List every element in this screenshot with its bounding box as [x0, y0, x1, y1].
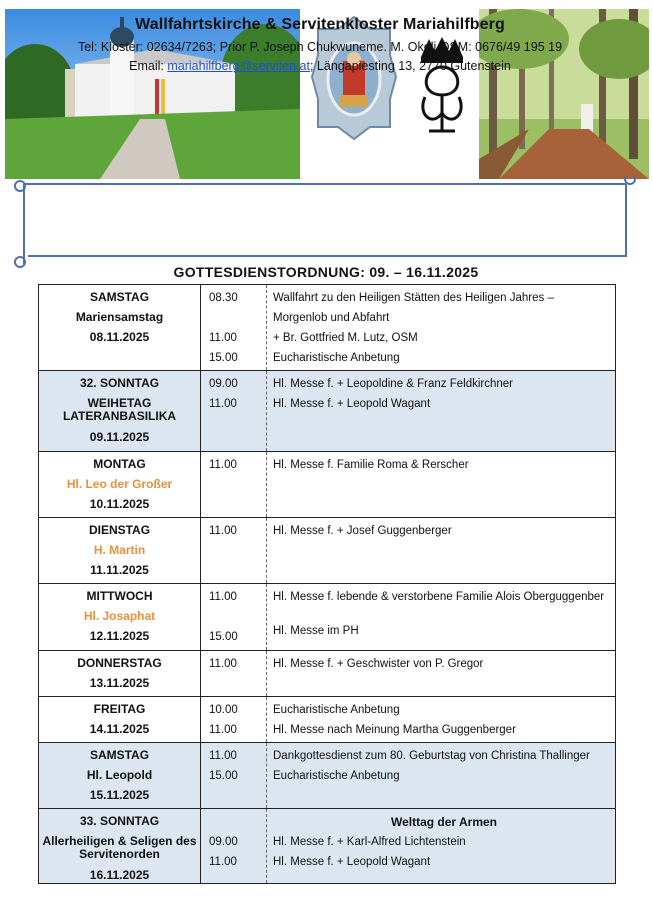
time: 11.00 [209, 459, 237, 471]
table-row [39, 651, 615, 697]
day-cell [39, 452, 201, 517]
day-date: 15.11.2025 [89, 788, 150, 802]
day-feast: WEIHETAG LATERANBASILIKA [62, 396, 177, 423]
time: 15.00 [209, 631, 238, 643]
time: 11.00 [209, 856, 237, 868]
header-photo-strip [5, 9, 650, 179]
day-date: 08.11.2025 [89, 330, 150, 344]
entry: Hl. Messe f. + Josef Guggenberger [273, 525, 452, 537]
entry-cell [267, 651, 615, 696]
day-date: 13.11.2025 [89, 676, 150, 690]
day-cell [39, 371, 201, 451]
time: 09.00 [209, 836, 238, 848]
table-row [39, 809, 615, 884]
time-cell [201, 809, 267, 883]
entry: Hl. Messe f. + Leopold Wagant [273, 398, 431, 410]
time-cell [201, 584, 267, 650]
time: 15.00 [209, 352, 238, 364]
entry: Hl. Messe im PH [273, 625, 359, 637]
table-row [39, 371, 615, 452]
time: 11.00 [209, 750, 237, 762]
day-date: 11.11.2025 [90, 563, 149, 577]
church-photo [5, 9, 300, 179]
entry: Eucharistische Anbetung [273, 770, 400, 782]
day-date: 12.11.2025 [89, 629, 150, 643]
day-cell [39, 697, 201, 742]
day-feast: Mariensamstag [75, 310, 164, 324]
church-title: Wallfahrtskirche & Servitenkloster Mariahilfberg [135, 16, 505, 33]
day-feast: Hl. Josaphat [83, 609, 156, 623]
day-cell [39, 518, 201, 583]
time-cell [201, 285, 267, 370]
madonna-icon [310, 15, 398, 146]
time [201, 311, 266, 331]
table-row [39, 697, 615, 743]
day-feast: Hl. Leopold [86, 768, 153, 782]
entry: Hl. Messe f. lebende & verstorbene Familie Alois Oberguggenber [273, 591, 605, 603]
time: 11.00 [209, 525, 237, 537]
table-row [39, 743, 615, 809]
schedule-table [38, 284, 616, 884]
time: 11.00 [209, 724, 237, 736]
entry: Hl. Messe f. + Karl-Alfred Lichtenstein [273, 836, 466, 848]
day-date: 16.11.2025 [89, 868, 150, 882]
day-cell [39, 809, 201, 883]
address-text: ; Längapiesting 13, 2770 Gutenstein [309, 59, 511, 73]
day-feast: H. Martin [93, 543, 146, 557]
time: 11.00 [209, 591, 237, 603]
day-name: 32. SONNTAG [79, 376, 160, 390]
day-date: 14.11.2025 [89, 722, 150, 736]
entry: Eucharistische Anbetung [273, 704, 400, 716]
day-name: DONNERSTAG [77, 656, 162, 670]
time-cell [201, 743, 267, 808]
time-cell [201, 452, 267, 517]
scroll-frame-icon [14, 176, 640, 268]
time: 11.00 [209, 332, 237, 344]
table-row [39, 285, 615, 371]
entry-cell [267, 584, 615, 650]
day-name: MITTWOCH [86, 589, 153, 603]
entry-cell [267, 518, 615, 583]
entry: + Br. Gottfried M. Lutz, OSM [273, 332, 418, 344]
day-name: SAMSTAG [89, 290, 150, 304]
contact-phone-line: Tel: Kloster: 02634/7263; Prior P. Joseph Chukwuneme. M. Okoli OSM: 0676/49 195 19 [77, 40, 563, 54]
entry: Hl. Messe f. + Leopold Wagant [273, 856, 431, 868]
entry: Hl. Messe f. + Geschwister von P. Gregor [273, 658, 484, 670]
entry: Dankgottesdienst zum 80. Geburtstag von Christina Thallinger [273, 750, 590, 762]
entry-cell [267, 371, 615, 451]
entry: Hl. Messe nach Meinung Martha Guggenberger [273, 724, 516, 736]
contact-banner [14, 176, 636, 266]
time: 10.00 [209, 704, 238, 716]
day-cell [39, 651, 201, 696]
day-name: FREITAG [93, 702, 146, 716]
table-row [39, 452, 615, 518]
day-name: DIENSTAG [88, 523, 151, 537]
entry: Morgenlob und Abfahrt [273, 312, 390, 324]
day-name: SAMSTAG [89, 748, 150, 762]
table-row [39, 584, 615, 651]
time: 09.00 [209, 378, 238, 390]
observance-label: Welttag der Armen [390, 815, 498, 829]
table-row [39, 518, 615, 584]
day-feast: Allerheiligen & Seligen des Servitenorden [42, 834, 197, 861]
entry: Hl. Messe f. + Leopoldine & Franz Feldkirchner [273, 378, 514, 390]
entry-cell [267, 743, 615, 808]
day-cell [39, 743, 201, 808]
entry-cell [267, 285, 615, 370]
entry-cell [267, 809, 615, 883]
day-date: 10.11.2025 [89, 497, 150, 511]
time-cell [201, 651, 267, 696]
day-feast: Hl. Leo der Großer [66, 477, 173, 491]
email-label: Email: [129, 59, 164, 73]
entry: Eucharistische Anbetung [273, 352, 400, 364]
day-date: 09.11.2025 [89, 430, 150, 444]
time-cell [201, 697, 267, 742]
time [201, 815, 266, 835]
time-cell [201, 371, 267, 451]
entry: Wallfahrt zu den Heiligen Stätten des Heiligen Jahres – [273, 292, 554, 304]
time: 15.00 [209, 770, 238, 782]
email-link[interactable]: mariahilfberg@serviten.at [167, 59, 310, 73]
schedule-title: GOTTESDIENSTORDNUNG: 09. – 16.11.2025 [173, 264, 479, 280]
entry-cell [267, 697, 615, 742]
time: 08.30 [209, 292, 238, 304]
time-cell [201, 518, 267, 583]
time: 11.00 [209, 658, 237, 670]
time: 11.00 [209, 398, 237, 410]
day-name: MONTAG [93, 457, 146, 471]
forest-path-photo [479, 9, 649, 179]
entry: Hl. Messe f. Familie Roma & Rerscher [273, 459, 469, 471]
day-name: 33. SONNTAG [79, 814, 160, 828]
entry-cell [267, 452, 615, 517]
contact-email-line [0, 59, 640, 73]
day-cell [39, 584, 201, 650]
day-cell [39, 285, 201, 370]
